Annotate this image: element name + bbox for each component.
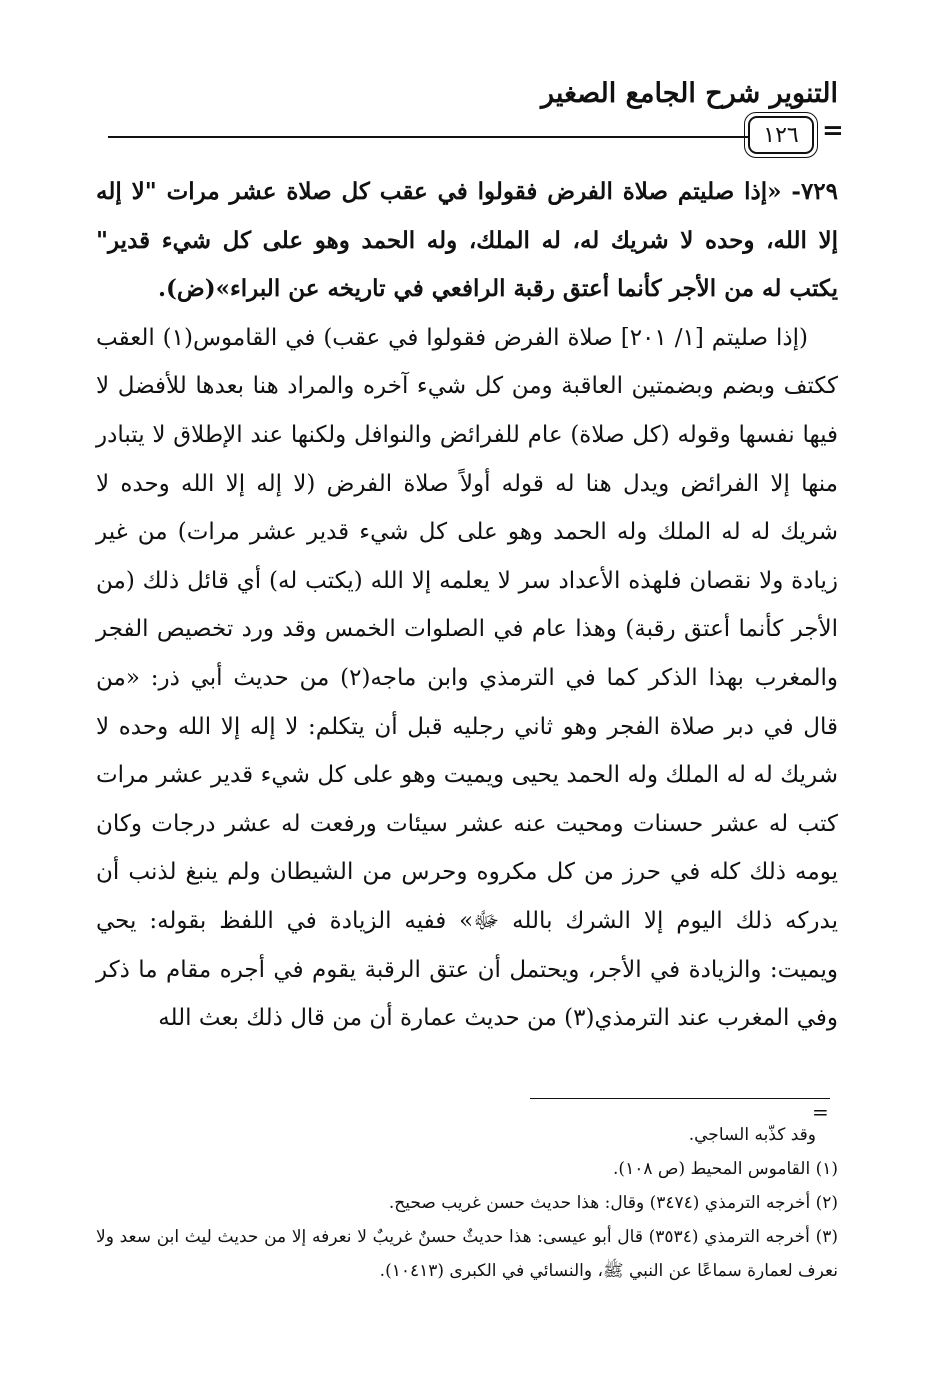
running-title: التنوير شرح الجامع الصغير — [541, 78, 838, 109]
main-text — [96, 168, 838, 1043]
footnote-continuation-mark: = — [812, 1100, 829, 1124]
footnote-1: (١) القاموس المحيط (ص ١٠٨). — [613, 1159, 838, 1179]
page-number — [748, 116, 814, 154]
commentary-paragraph: (إذا صليتم [١/ ٢٠١] صلاة الفرض فقولوا في عقب) في القاموس(١) العقب ككتف وبضم وبضمتين العاقبة ومن كل شيء آخره والمراد هنا بعدها للأفضل لا فيها نفسها وقوله (كل صلاة) عام للفرائض والنوافل ولكنها عند الإطلاق لا يتبادر منها إلا الفرائض ويدل هنا له قوله أولاً صلاة الفرض (لا إله إلا الله وحده لا شريك له له الملك وله الحمد وهو على كل شيء قدير عشر مرات) من غير زيادة ولا نقصان فلهذه الأعداد سر لا يعلمه إلا الله (يكتب له) أي قائل ذلك (من الأجر كأنما أعتق رقبة) وهذا عام في الصلوات الخمس وقد ورد تخصيص الفجر والمغرب بهذا الذكر كما في الترمذي وابن ماجه(٢) من حديث أبي ذر: «من قال في دبر صلاة الفجر وهو ثاني رجليه قبل أن يتكلم: لا إله إلا الله وحده لا شريك له له الملك وله الحمد يحيى ويميت وهو على كل شيء قدير عشر مرات كتب له عشر حسنات ومحيت عنه عشر سيئات ورفعت له عشر درجات وكان يومه ذلك كله في حرز من كل مكروه وحرس من الشيطان ولم ينبغ لذنب أن يدركه ذلك اليوم إلا الشرك بالله ﷻ» ففيه الزيادة في اللفظ بقوله: يحي ويميت: والزيادة في الأجر، ويحتمل أن عتق الرقبة يقوم في أجره مقام ما ذكر وفي المغرب عند الترمذي(٣) من حديث عمارة أن من قال ذلك بعث الله — [96, 324, 839, 1032]
footnote-rule — [530, 1098, 830, 1099]
hadith-text: ٧٢٩- «إذا صليتم صلاة الفرض فقولوا في عقب كل صلاة عشر مرات "لا إله إلا الله، وحده لا شريك له، له الملك، وله الحمد وهو على كل شيء قدير" يكتب له من الأجر كأنما أعتق رقبة الرافعي في تاريخه عن البراء»(ض). — [96, 178, 838, 303]
footnote-continuation: وقد كذّبه الساجي. — [688, 1125, 816, 1145]
header-rule — [108, 136, 756, 138]
page-number-text: ١٢٦ — [763, 122, 799, 148]
footnote-3: (٣) أخرجه الترمذي (٣٥٣٤) قال أبو عيسى: هذا حديثٌ حسنٌ غريبٌ لا نعرفه إلا من حديث ليث ابن سعد ولا نعرف لعمارة سماعًا عن النبي ﷺ، والنسائي في الكبرى (١٠٤١٣). — [96, 1227, 838, 1281]
footnotes — [96, 1118, 838, 1288]
footnote-2: (٢) أخرجه الترمذي (٣٤٧٤) وقال: هذا حديث حسن غريب صحيح. — [388, 1193, 838, 1213]
header-continuation-mark: = — [822, 116, 844, 146]
